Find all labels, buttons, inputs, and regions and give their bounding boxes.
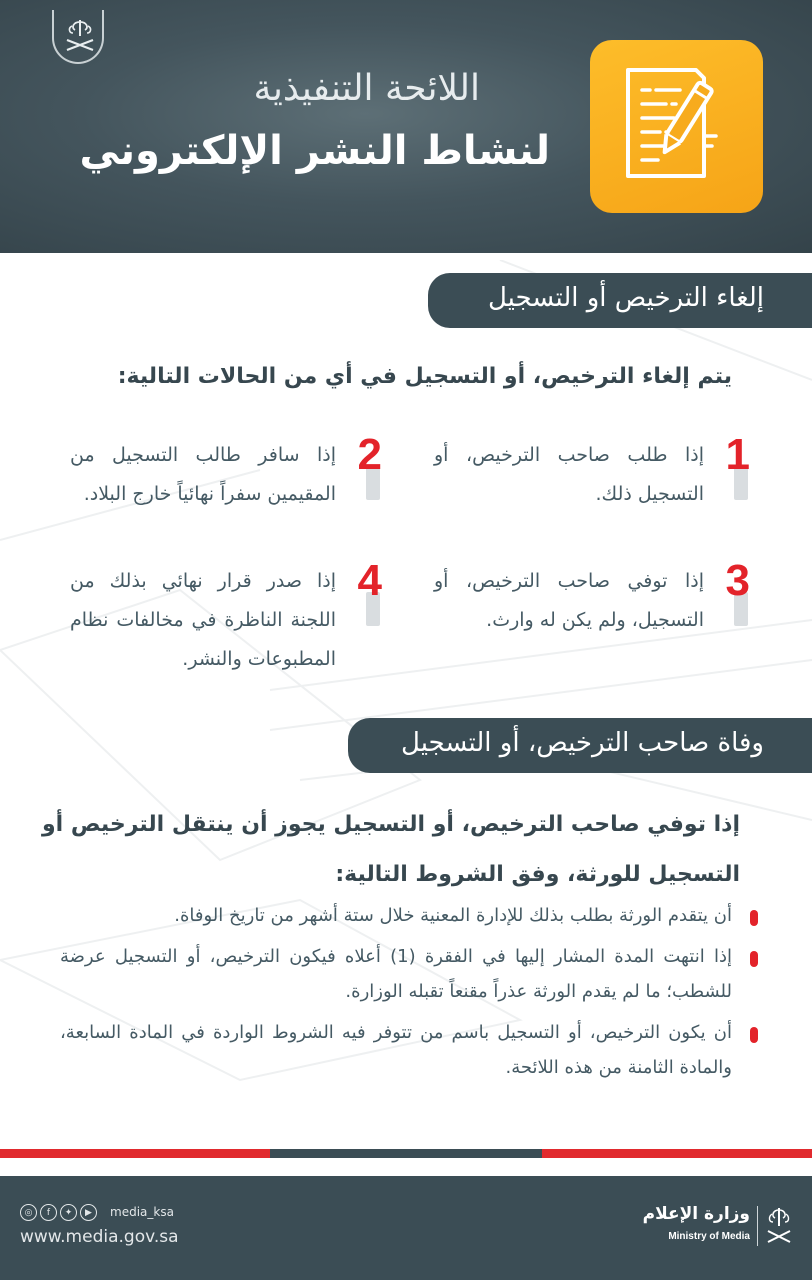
bullet-marker xyxy=(750,1027,758,1043)
footer xyxy=(0,1176,812,1280)
bullet-marker xyxy=(750,951,758,967)
facebook-icon[interactable]: f xyxy=(40,1204,57,1221)
section-title-cancellation xyxy=(428,273,812,328)
list-item-text: أن يتقدم الورثة بطلب بذلك للإدارة المعنية خلال ستة أشهر من تاريخ الوفاة. xyxy=(174,905,732,926)
case-item xyxy=(434,556,750,642)
divider-stripe xyxy=(542,1149,812,1158)
list-item xyxy=(60,1015,760,1085)
page-title-line2: لنشاط النشر الإلكتروني xyxy=(79,128,550,174)
social-handle[interactable]: media_ksa xyxy=(110,1205,174,1219)
case-number: 4 xyxy=(357,556,382,605)
divider-stripe xyxy=(270,1149,542,1158)
section1-lead: يتم إلغاء الترخيص، أو التسجيل في أي من الحالات التالية: xyxy=(117,364,732,389)
ministry-name-en: Ministry of Media xyxy=(668,1231,750,1242)
case-number: 3 xyxy=(725,556,750,605)
case-text: إذا طلب صاحب الترخيص، أو التسجيل ذلك. xyxy=(434,444,704,505)
bullet-marker xyxy=(750,910,758,926)
case-text: إذا سافر طالب التسجيل من المقيمين سفراً نهائياً خارج البلاد. xyxy=(70,444,336,505)
social-icons xyxy=(20,1204,97,1221)
page-title-line1: اللائحة التنفيذية xyxy=(253,68,480,109)
twitter-icon[interactable]: ✦ xyxy=(60,1204,77,1221)
instagram-icon[interactable]: ◎ xyxy=(20,1204,37,1221)
logo-separator xyxy=(757,1206,758,1246)
conditions-list xyxy=(60,898,760,1091)
saudi-emblem-icon xyxy=(52,10,104,64)
website-link[interactable]: www.media.gov.sa xyxy=(20,1227,179,1247)
youtube-icon[interactable]: ▶ xyxy=(80,1204,97,1221)
section-title-death xyxy=(348,718,812,773)
case-text: إذا صدر قرار نهائي بذلك من اللجنة الناظرة في مخالفات نظام المطبوعات والنشر. xyxy=(70,570,336,670)
section-title-text: وفاة صاحب الترخيص، أو التسجيل xyxy=(401,728,764,758)
ministry-name-ar: وزارة الإعلام xyxy=(642,1204,750,1224)
case-item xyxy=(70,556,382,682)
case-text: إذا توفي صاحب الترخيص، أو التسجيل، ولم يكن له وارث. xyxy=(434,570,704,631)
ministry-emblem-icon xyxy=(765,1206,793,1246)
case-item xyxy=(70,430,382,556)
document-pencil-icon xyxy=(590,40,763,213)
header-banner xyxy=(0,0,812,253)
list-item-text: إذا انتهت المدة المشار إليها في الفقرة (1) أعلاه فيكون الترخيص، أو التسجيل عرضة للشطب؛ ما لم يقدم الورثة عذراً مقنعاً تقبله الوزارة. xyxy=(60,946,732,1002)
list-item xyxy=(60,939,760,1009)
list-item-text: أن يكون الترخيص، أو التسجيل باسم من تتوفر فيه الشروط الواردة في المادة السابعة، والمادة الثامنة من هذه اللائحة. xyxy=(60,1022,732,1078)
list-item xyxy=(60,898,760,933)
divider-stripe xyxy=(0,1149,270,1158)
case-number: 1 xyxy=(725,430,750,479)
section2-lead: إذا توفي صاحب الترخيص، أو التسجيل يجوز أن ينتقل الترخيص أو التسجيل للورثة، وفق الشروط التالية: xyxy=(42,812,740,887)
case-item xyxy=(434,430,750,516)
section-title-text: إلغاء الترخيص أو التسجيل xyxy=(487,283,764,313)
case-number: 2 xyxy=(357,430,382,479)
